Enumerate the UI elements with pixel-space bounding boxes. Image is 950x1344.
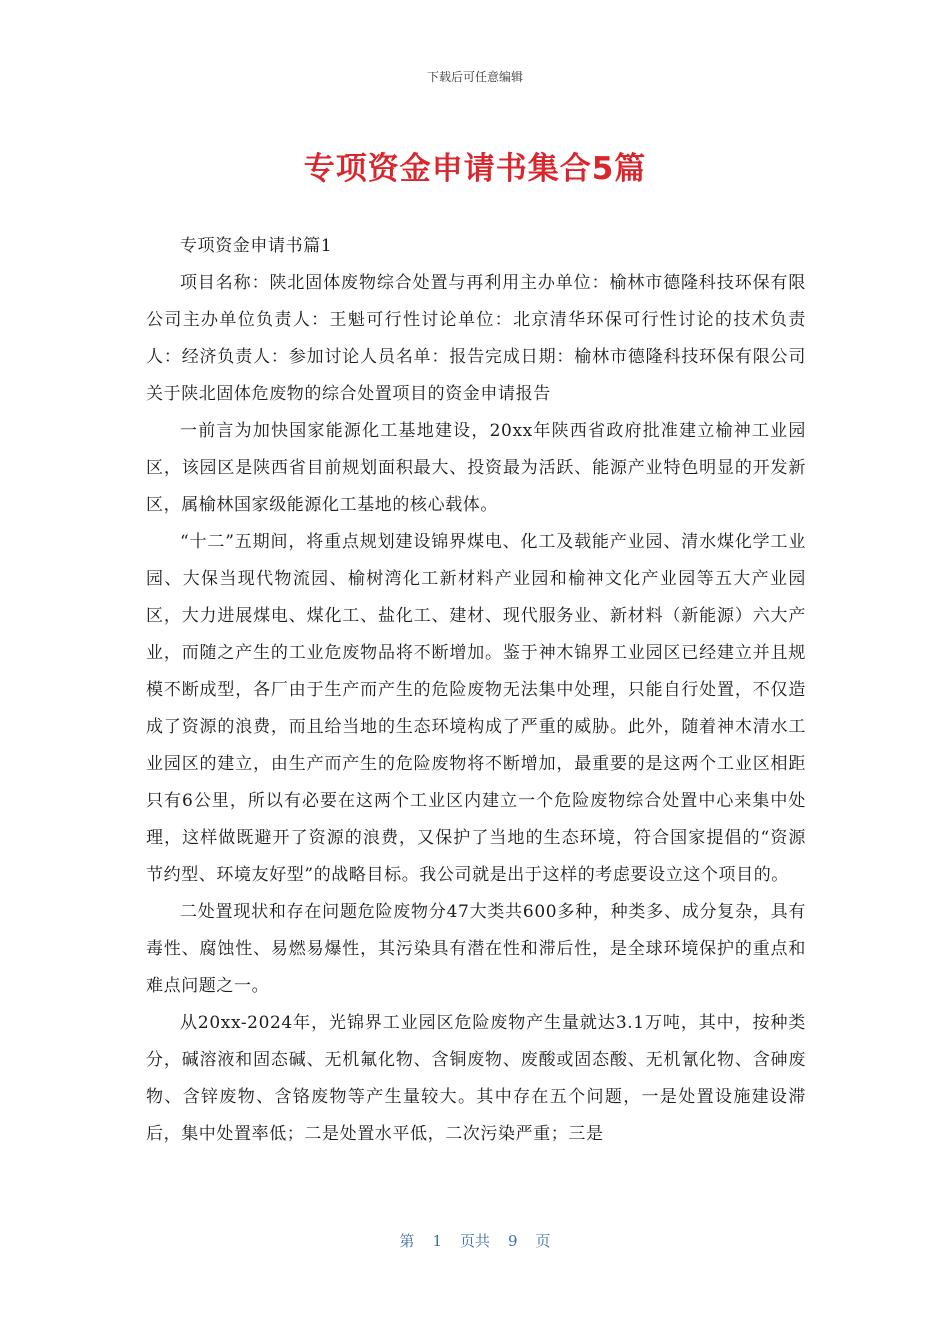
page-footer bbox=[0, 1230, 950, 1251]
body-paragraph: 一前言为加快国家能源化工基地建设，20xx年陕西省政府批准建立榆神工业园区，该园区是陕西省目前规划面积最大、投资最为活跃、能源产业特色明显的开发新区，属榆林国家级能源化工基地的核心载体。 bbox=[146, 421, 806, 515]
page-header-note: 下载后可任意编辑 bbox=[426, 70, 523, 84]
current-page-number: 1 bbox=[432, 1232, 442, 1250]
document-title: 专项资金申请书集合5篇 bbox=[303, 151, 647, 187]
total-pages-number: 9 bbox=[508, 1232, 518, 1250]
page-label-suffix: 页 bbox=[535, 1232, 551, 1250]
document-body bbox=[146, 228, 806, 1153]
section-heading: 专项资金申请书篇1 bbox=[180, 236, 333, 256]
body-paragraph: “十二”五期间，将重点规划建设锦界煤电、化工及载能产业园、清水煤化学工业园、大保当现代物流园、榆树湾化工新材料产业园和榆神文化产业园等五大产业园区，大力进展煤电、煤化工、盐化工、建材、现代服务业、新材料（新能源）六大产业，而随之产生的工业危废物品将不断增加。鉴于神木锦界工业园区已经建立并且规模不断成型，各厂由于生产而产生的危险废物无法集中处理，只能自行处置，不仅造成了资源的浪费，而且给当地的生态环境构成了严重的威胁。此外，随着神木清水工业园区的建立，由生产而产生的危险废物将不断增加，最重要的是这两个工业区相距只有6公里，所以有必要在这两个工业区内建立一个危险废物综合处置中心来集中处理，这样做既避开了资源的浪费，又保护了当地的生态环境，符合国家提倡的“资源节约型、环境友好型”的战略目标。我公司就是出于这样的考虑要设立这个项目的。 bbox=[146, 532, 806, 885]
body-paragraph: 项目名称：陕北固体废物综合处置与再利用主办单位：榆林市德隆科技环保有限公司主办单位负责人：王魁可行性讨论单位：北京清华环保可行性讨论的技术负责人：经济负责人：参加讨论人员名单：报告完成日期：榆林市德隆科技环保有限公司关于陕北固体危废物的综合处置项目的资金申请报告 bbox=[146, 273, 806, 404]
page-label-middle: 页共 bbox=[459, 1232, 490, 1250]
body-paragraph: 二处置现状和存在问题危险废物分47大类共600多种，种类多、成分复杂，具有毒性、腐蚀性、易燃易爆性，其污染具有潜在性和滞后性，是全球环境保护的重点和难点问题之一。 bbox=[146, 902, 806, 996]
body-paragraph: 从20xx-2024年，光锦界工业园区危险废物产生量就达3.1万吨，其中，按种类分，碱溶液和固态碱、无机氟化物、含铜废物、废酸或固态酸、无机氰化物、含砷废物、含锌废物、含铬废物等产生量较大。其中存在五个问题，一是处置设施建设滞后，集中处置率低；二是处置水平低，二次污染严重；三是 bbox=[146, 1013, 806, 1144]
page-label-prefix: 第 bbox=[399, 1232, 415, 1250]
